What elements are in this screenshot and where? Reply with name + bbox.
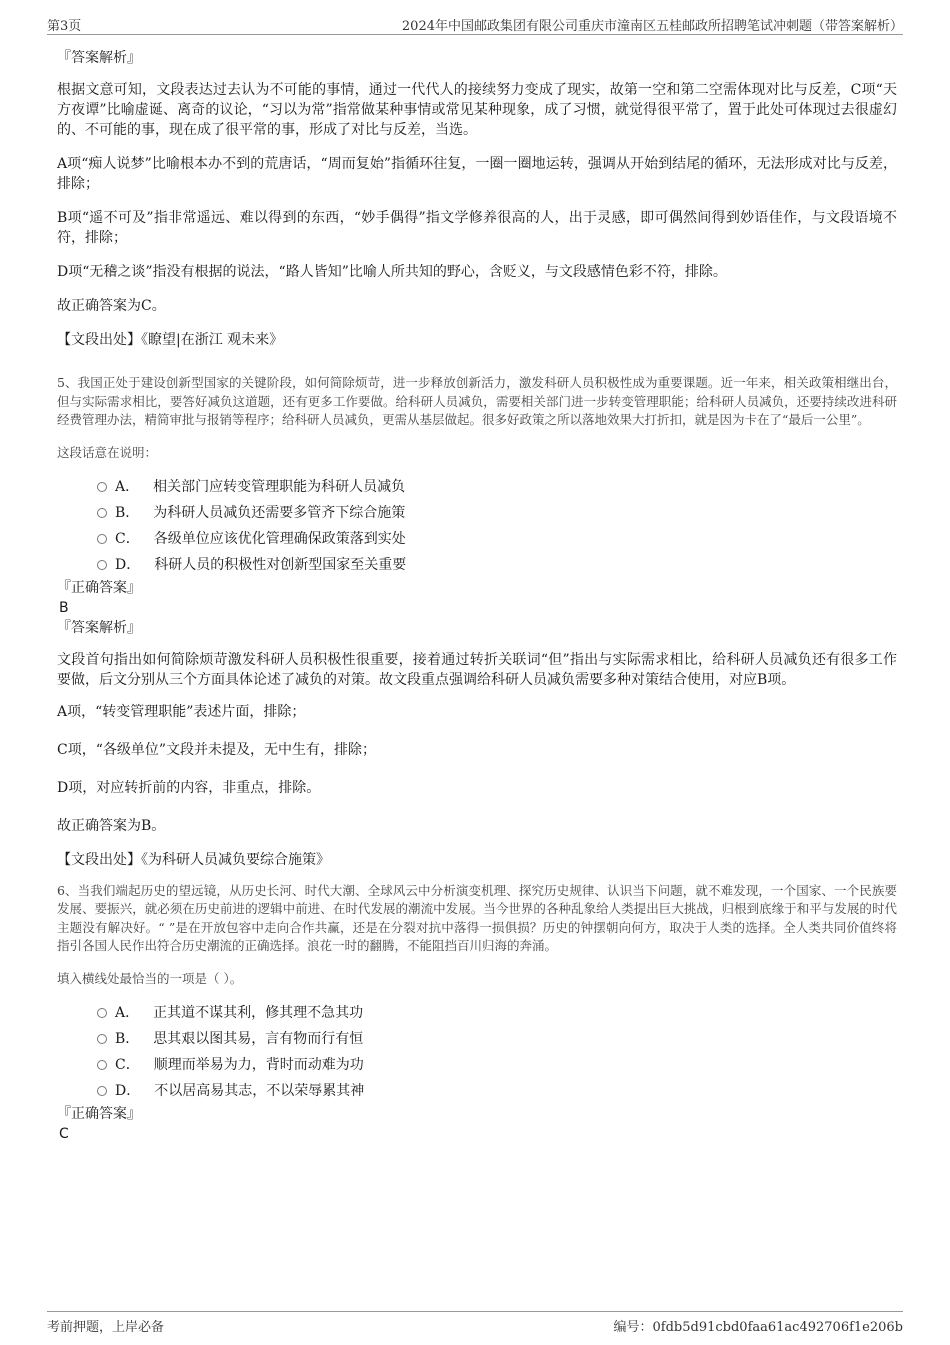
option-a[interactable]: A． 正其道不谋其利，修其理不急其功	[97, 1000, 897, 1026]
analysis-paragraph: D项“无稽之谈”指没有根据的说法，“路人皆知”比喻人所共知的野心，含贬义，与文段感情色彩不符，排除。	[57, 264, 727, 280]
option-d[interactable]: D． 不以居高易其志，不以荣辱累其神	[97, 1078, 897, 1104]
correct-answer: C	[59, 1125, 69, 1142]
question-stem: 5、我国正处于建设创新型国家的关键阶段，如何简除烦苛，进一步释放创新活力，激发科研人员积极性成为重要课题。近一年来，相关政策相继出台，但与实际需求相比，要答好减负这道题，还有更多工作要做。给科研人员减负，需要相关部门进一步转变管理职能；给科研人员减负，还要持续改进科研经费管理办法，精简审批与报销等程序；给科研人员减负，更需从基层做起。很多好政策之所以落地效果大打折扣，就是因为卡在了“最后一公里”。	[57, 375, 897, 427]
question-prompt: 填入横线处最恰当的一项是（ ）。	[57, 970, 243, 986]
option-c[interactable]: C． 顺理而举易为力，背时而动难为功	[97, 1052, 897, 1078]
radio-circle-icon[interactable]	[97, 1034, 107, 1044]
radio-circle-icon[interactable]	[97, 560, 107, 570]
analysis-conclusion: 故正确答案为B。	[57, 817, 166, 834]
radio-circle-icon[interactable]	[97, 1060, 107, 1070]
analysis-paragraph: B项“遥不可及”指非常遥远、难以得到的东西，“妙手偶得”指文学修养很高的人，出于灵感，即可偶然间得到妙语佳作，与文段语境不符，排除；	[57, 210, 897, 246]
correct-answer-label: 『正确答案』	[57, 579, 141, 596]
options-list	[57, 474, 897, 578]
page-number: 第3页	[47, 19, 82, 34]
document-title: 2024年中国邮政集团有限公司重庆市潼南区五桂邮政所招聘笔试冲刺题（带答案解析）	[401, 19, 903, 34]
analysis-paragraph: A项，“转变管理职能”表述片面，排除；	[57, 703, 306, 720]
source-citation: 【文段出处】《为科研人员减负要综合施策》	[57, 851, 330, 868]
radio-circle-icon[interactable]	[97, 1008, 107, 1018]
source-citation: 【文段出处】《瞭望|在浙江 观未来》	[57, 332, 284, 348]
footer-slogan: 考前押题，上岸必备	[47, 1320, 165, 1335]
correct-answer-label: 『正确答案』	[57, 1105, 141, 1122]
analysis-label: 『答案解析』	[57, 619, 141, 636]
document-body	[57, 48, 897, 1144]
analysis-paragraph: D项，对应转折前的内容，非重点，排除。	[57, 779, 321, 796]
option-a[interactable]: A． 相关部门应转变管理职能为科研人员减负	[97, 474, 897, 500]
radio-circle-icon[interactable]	[97, 1086, 107, 1096]
option-b[interactable]: B． 思其艰以图其易，言有物而行有恒	[97, 1026, 897, 1052]
correct-answer: B	[59, 599, 69, 616]
option-c[interactable]: C． 各级单位应该优化管理确保政策落到实处	[97, 526, 897, 552]
analysis-paragraph: C项，“各级单位”文段并未提及，无中生有，排除；	[57, 741, 377, 758]
analysis-paragraph: A项“痴人说梦”比喻根本办不到的荒唐话，“周而复始”指循环往复，一圈一圈地运转，强调从开始到结尾的循环，无法形成对比与反差，排除；	[57, 156, 897, 192]
analysis-paragraph: 文段首句指出如何简除烦苛激发科研人员积极性很重要，接着通过转折关联词“但”指出与实际需求相比，给科研人员减负还有很多工作要做，后文分别从三个方面具体论述了减负的对策。故文段重点强调给科研人员减负需要多种对策结合使用，对应B项。	[57, 651, 897, 688]
analysis-label: 『答案解析』	[57, 50, 141, 66]
analysis-conclusion: 故正确答案为C。	[57, 298, 166, 314]
page-header	[47, 12, 903, 35]
radio-circle-icon[interactable]	[97, 508, 107, 518]
option-d[interactable]: D． 科研人员的积极性对创新型国家至关重要	[97, 552, 897, 578]
question-prompt: 这段话意在说明：	[57, 444, 158, 460]
analysis-paragraph: 根据文意可知，文段表达过去认为不可能的事情，通过一代代人的接续努力变成了现实，故第一空和第二空需体现对比与反差，C项“天方夜谭”比喻虚诞、离奇的议论，“习以为常”指常做某种事情或常见某种现象，成了习惯，就觉得很平常了，置于此处可体现过去很虚幻的、不可能的事，现在成了很平常的事，形成了对比与反差，当选。	[57, 82, 897, 138]
options-list	[57, 1000, 897, 1104]
radio-circle-icon[interactable]	[97, 534, 107, 544]
question-stem: 6、当我们端起历史的望远镜，从历史长河、时代大潮、全球风云中分析演变机理、探究历史规律、认识当下问题，就不难发现，一个国家、一个民族要发展、要振兴，就必须在历史前进的逻辑中前进、在时代发展的潮流中发展。当今世界的各种乱象给人类提出巨大挑战，归根到底缘于和平与发展的时代主题没有解决好。“ ”是在开放包容中走向合作共赢，还是在分裂对抗中落得一损俱损？历史的钟摆朝向何方，取决于人类的选择。全人类共同价值终将指引各国人民作出符合历史潮流的正确选择。浪花一时的翻腾，不能阻挡百川归海的奔涌。	[57, 882, 897, 953]
document-id: 编号：0fdb5d91cbd0faa61ac492706f1e206b	[613, 1320, 903, 1335]
radio-circle-icon[interactable]	[97, 482, 107, 492]
page-footer	[47, 1311, 903, 1336]
option-b[interactable]: B． 为科研人员减负还需要多管齐下综合施策	[97, 500, 897, 526]
